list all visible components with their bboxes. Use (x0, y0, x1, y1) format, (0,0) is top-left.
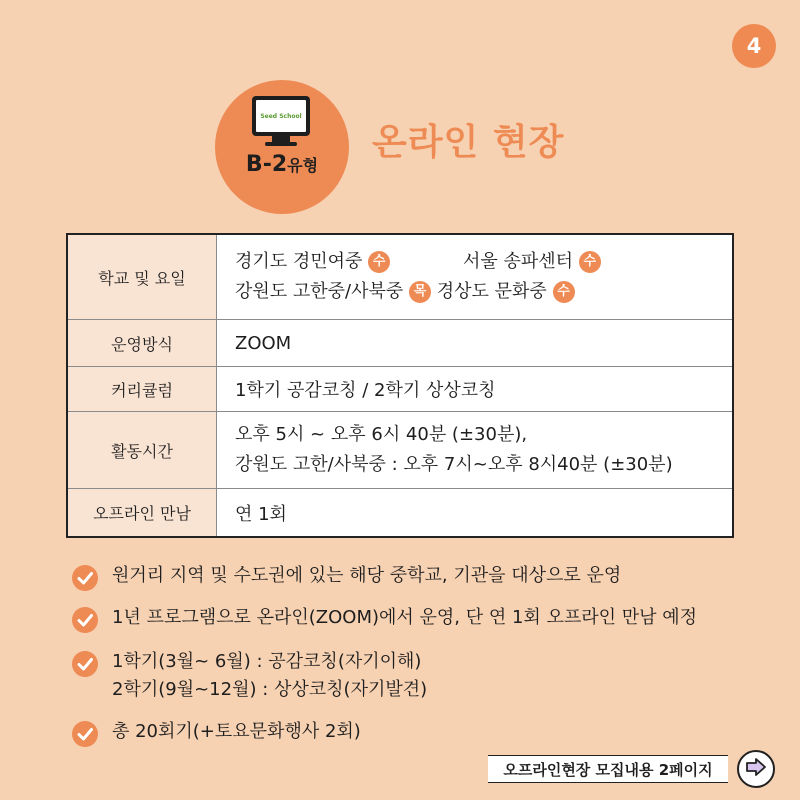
time-line: 오후 5시 ~ 오후 6시 40분 (±30분), (235, 424, 528, 445)
day-badge: 수 (579, 251, 601, 273)
day-badge: 수 (368, 251, 390, 273)
row-label-schools: 학교 및 요일 (67, 234, 217, 320)
school-entry (463, 251, 601, 272)
row-label-method: 운영방식 (67, 320, 217, 367)
school-name: 경기도 경민여중 (235, 251, 363, 272)
program-type-badge (215, 80, 349, 214)
seed-school-logo: Seed School (256, 100, 306, 132)
schools-line-1 (235, 247, 714, 277)
program-type-label (215, 152, 349, 177)
table-row (67, 367, 733, 412)
list-item-text: 1년 프로그램으로 온라인(ZOOM)에서 운영, 단 연 1회 오프라인 만남 예정 (112, 607, 698, 628)
next-page-button[interactable] (737, 750, 775, 788)
table-row (67, 412, 733, 489)
schools-line-2 (235, 277, 714, 307)
bullet-list (72, 562, 697, 746)
list-item (72, 648, 697, 704)
row-label-curriculum: 커리큘럼 (67, 367, 217, 412)
table-row (67, 234, 733, 320)
day-badge: 목 (409, 281, 431, 303)
schools-cell (217, 234, 734, 320)
time-cell (217, 412, 734, 489)
monitor-base (265, 142, 297, 146)
check-icon (72, 607, 98, 633)
school-entry (235, 247, 463, 277)
list-item (72, 562, 697, 590)
check-icon (72, 721, 98, 747)
page-title: 온라인 현장 (372, 122, 565, 163)
school-name: 경상도 문화중 (436, 281, 547, 302)
program-info-table (66, 233, 734, 538)
time-line: 강원도 고한/사북중 : 오후 7시~오후 8시40분 (±30분) (235, 454, 673, 475)
row-label-offline: 오프라인 만남 (67, 489, 217, 538)
list-item (72, 604, 697, 632)
school-name: 서울 송파센터 (463, 251, 574, 272)
row-label-time: 활동시간 (67, 412, 217, 489)
program-type-suffix: 유형 (287, 156, 319, 175)
curriculum-value: 1학기 공감코칭 / 2학기 상상코칭 (217, 367, 734, 412)
day-badge: 수 (553, 281, 575, 303)
check-icon (72, 565, 98, 591)
list-item (72, 718, 697, 746)
offline-value: 연 1회 (217, 489, 734, 538)
list-item-text: 1학기(3월~ 6월) : 공감코칭(자기이해) (112, 651, 422, 672)
list-item-text: 2학기(9월~12월) : 상상코칭(자기발견) (112, 679, 428, 700)
table-row (67, 489, 733, 538)
method-value: ZOOM (217, 320, 734, 367)
school-entry (235, 281, 431, 302)
check-icon (72, 651, 98, 677)
monitor-icon (252, 96, 310, 136)
next-page-link[interactable]: 오프라인현장 모집내용 2페이지 (488, 755, 728, 783)
program-type-code: B-2 (245, 152, 288, 177)
school-entry (437, 281, 575, 302)
arrow-right-icon (745, 757, 767, 781)
table-row (67, 320, 733, 367)
page-number-badge: 4 (732, 24, 776, 68)
list-item-text: 총 20회기(+토요문화행사 2회) (112, 721, 361, 742)
school-name: 강원도 고한중/사북중 (235, 281, 404, 302)
list-item-text: 원거리 지역 및 수도권에 있는 해당 중학교, 기관을 대상으로 운영 (112, 565, 622, 586)
